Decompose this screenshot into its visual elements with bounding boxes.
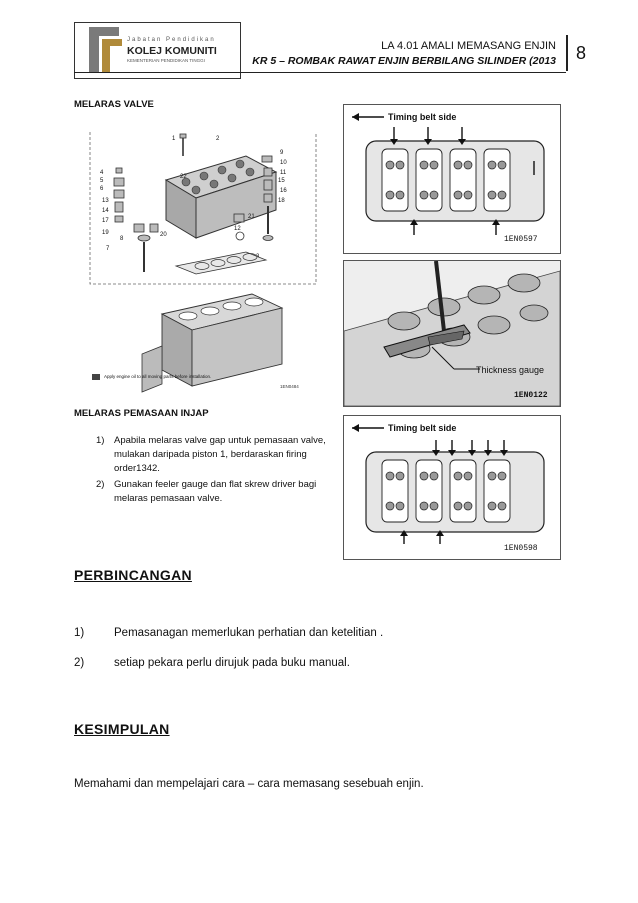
logo-sub-text: KEMENTERIAN PENDIDIKAN TINGGI xyxy=(127,58,205,63)
callout-22: 22 xyxy=(180,174,187,180)
kesimpulan-heading: KESIMPULAN xyxy=(74,721,170,737)
discussion-item-text: Pemasanagan memerlukan perhatian dan ketelitian . xyxy=(114,627,384,639)
discussion-item-number: 1) xyxy=(74,627,85,639)
logo-small-text: Jabatan Pendidikan xyxy=(127,37,216,43)
callout-20: 20 xyxy=(160,232,167,238)
callout-19: 19 xyxy=(102,230,109,236)
callout-9: 9 xyxy=(280,150,284,156)
figure-thickness-gauge xyxy=(343,260,561,407)
list-item-number: 1) xyxy=(96,435,105,446)
callout-5: 5 xyxy=(100,178,104,184)
figure2-label: Thickness gauge xyxy=(476,365,545,375)
figure1-label: Timing belt side xyxy=(388,112,457,122)
logo-main-text: KOLEJ KOMUNITI xyxy=(127,45,217,57)
figure-timing-belt-bottom xyxy=(343,415,561,560)
callout-16: 16 xyxy=(280,188,287,194)
callout-7: 7 xyxy=(106,246,110,252)
list-item xyxy=(96,478,346,508)
callout-15: 15 xyxy=(278,178,285,184)
svg-text:Apply engine oil to all moving xyxy=(104,374,211,379)
perbincangan-heading: PERBINCANGAN xyxy=(74,567,192,583)
callout-18: 18 xyxy=(278,198,285,204)
callout-8: 8 xyxy=(120,236,124,242)
figure2-code: 1EN0122 xyxy=(514,391,548,400)
discussion-item-number: 2) xyxy=(74,657,85,669)
callout-14: 14 xyxy=(102,208,109,214)
header-title: LA 4.01 AMALI MEMASANG ENJIN xyxy=(381,40,556,52)
callout-11: 11 xyxy=(280,170,287,176)
callout-17: 17 xyxy=(102,218,109,224)
list-item xyxy=(96,434,346,478)
diagram-caption: Apply engine oil to all moving parts before installation. xyxy=(104,374,212,379)
callout-21: 21 xyxy=(248,214,255,220)
callout-4: 4 xyxy=(100,170,104,176)
callout-6: 6 xyxy=(100,186,104,192)
figure3-code: 1EN0598 xyxy=(504,544,538,553)
discussion-item-text: setiap pekara perlu dirujuk pada buku manual. xyxy=(114,657,350,669)
list-item-text: Apabila melaras valve gap untuk pemasaan valve, mulakan daripada piston 1, berdaraskan firing order1342. xyxy=(114,435,326,474)
engine-exploded-diagram xyxy=(84,126,324,404)
figure-timing-belt-top xyxy=(343,104,561,254)
list-item-number: 2) xyxy=(96,479,105,490)
page-number: 8 xyxy=(566,35,594,71)
list-item-text: Gunakan feeler gauge dan flat skrew driver bagi melaras pemasaan valve. xyxy=(114,479,317,504)
figure3-label: Timing belt side xyxy=(388,423,457,433)
callout-2: 2 xyxy=(216,136,220,142)
callout-13: 13 xyxy=(102,198,109,204)
pemasaan-list xyxy=(96,434,346,524)
melaras-valve-heading: MELARAS VALVE xyxy=(74,99,154,110)
header-subtitle: KR 5 – ROMBAK RAWAT ENJIN BERBILANG SILINDER (2013 xyxy=(252,55,556,67)
callout-12: 12 xyxy=(234,226,241,232)
header-rule xyxy=(74,72,566,73)
diagram-code: 1EN0484 xyxy=(280,384,299,389)
figure1-code: 1EN0597 xyxy=(504,235,538,244)
callout-10: 10 xyxy=(280,160,287,166)
college-logo xyxy=(74,22,241,79)
conclusion-text: Memahami dan mempelajari cara – cara memasang sesebuah enjin. xyxy=(74,778,424,790)
callout-1: 1 xyxy=(172,136,176,142)
melaras-pemasaan-heading: MELARAS PEMASAAN INJAP xyxy=(74,408,209,419)
